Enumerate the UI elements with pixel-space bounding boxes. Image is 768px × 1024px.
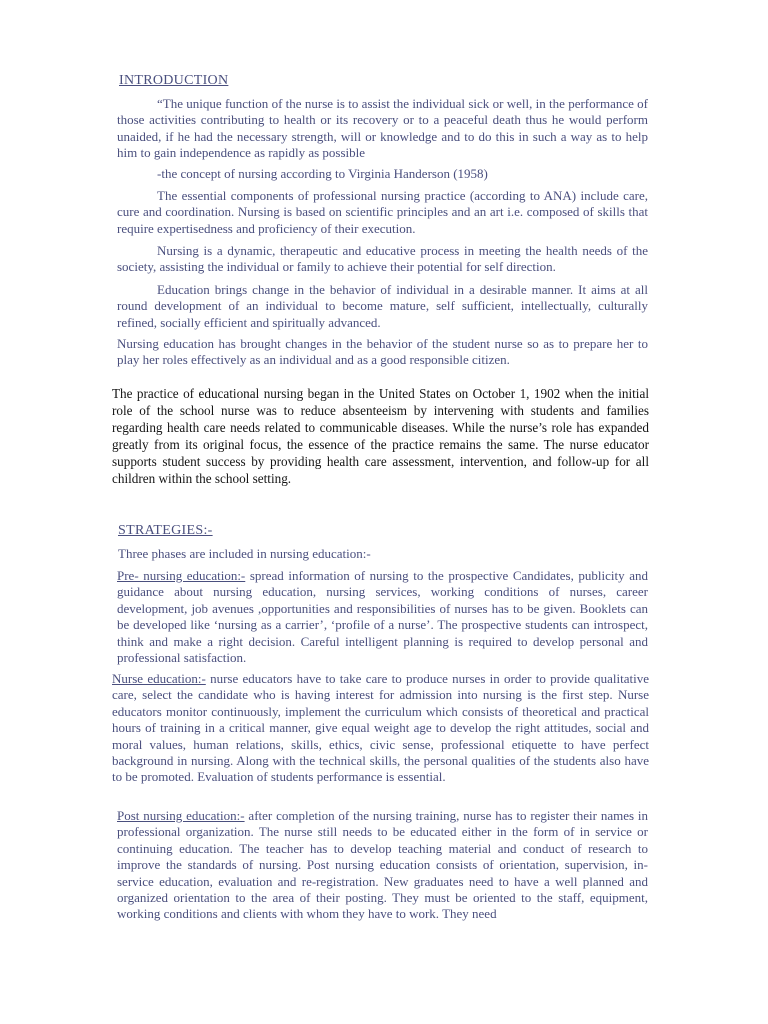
- nurse-education-paragraph: [112, 671, 649, 786]
- ana-paragraph: The essential components of professional nursing practice (according to ANA) include care, cure and coordination. Nursing is based on scientific principles and an art i.e. composed of skills that require expertisedness and proficiency of their execution.: [117, 188, 648, 236]
- post-nursing-education-paragraph: [117, 808, 648, 923]
- nurse-education-label: Nurse education:-: [112, 671, 206, 686]
- henderson-quote: “The unique function of the nurse is to assist the individual sick or well, in the performance of those activities contributing to health or its recovery or to a peaceful death thus he would perform unaided, if he had the necessary strength, will or knowledge and to do this in such a way as to help him to gain independence as rapidly as possible: [117, 96, 648, 161]
- quote-attribution: -the concept of nursing according to Virginia Handerson (1958): [157, 166, 488, 181]
- education-change-paragraph: Education brings change in the behavior of individual in a desirable manner. It aims at all round development of an individual to become mature, self sufficient, intellectually, culturally refined, socially efficient and spiritually advanced.: [117, 282, 648, 330]
- pre-nursing-education-label: Pre- nursing education:-: [117, 568, 246, 583]
- introduction-heading: INTRODUCTION: [119, 73, 229, 88]
- strategies-intro: Three phases are included in nursing education:-: [118, 546, 371, 561]
- nursing-education-paragraph: Nursing education has brought changes in the behavior of the student nurse so as to prepare her to play her roles effectively as an individual and as a good responsible citizen.: [117, 336, 648, 368]
- post-nursing-education-label: Post nursing education:-: [117, 808, 245, 823]
- nurse-education-text: nurse educators have to take care to produce nurses in order to provide qualitative care, select the candidate who is having interest for admission into nursing is the first step. Nurse educators monitor continuously, implement the curriculum which consists of theoretical and practical hours of training in a critical manner, give equal weight age to develop the right attitudes, social and moral values, human relations, skills, ethics, civic sense, professional etiquette to have perfect background in nursing. Along with the technical skills, the personal qualities of the students also have to be promoted. Evaluation of students performance is essential.: [112, 671, 649, 785]
- school-nursing-history-paragraph: The practice of educational nursing began in the United States on October 1, 1902 when the initial role of the school nurse was to reduce absenteeism by intervening with students and families regarding health care needs related to communicable diseases. While the nurse’s role has expanded greatly from its original focus, the essence of the practice remains the same. The nurse educator supports student success by providing health care assessment, intervention, and follow-up for all children within the school setting.: [112, 386, 649, 486]
- pre-nursing-education-paragraph: [117, 568, 648, 666]
- pre-nursing-education-text: spread information of nursing to the prospective Candidates, publicity and guidance about nursing education, nursing services, working conditions of nurses, career development, job avenues ,opportunities and responsibilities of nurses has to be given. Booklets can be developed like ‘nursing as a carrier’, ‘profile of a nurse’. The prospective students can introspect, think and make a right decision. Careful intelligent planning is required to develop personal and professional satisfaction.: [117, 568, 648, 666]
- dynamic-process-paragraph: Nursing is a dynamic, therapeutic and educative process in meeting the health needs of the society, assisting the individual or family to achieve their potential for self direction.: [117, 243, 648, 275]
- post-nursing-education-text: after completion of the nursing training, nurse has to register their names in professional organization. The nurse still needs to be educated either in the form of in service or continuing education. The teacher has to develop teaching material and conduct of research to improve the standards of nursing. Post nursing education consists of orientation, supervision, in-service education, evaluation and re-registration. New graduates need to have a well planned and organized orientation to the area of their posting. They must be oriented to the staff, equipment, working conditions and clients with whom they have to work. They need: [117, 808, 648, 922]
- strategies-heading: STRATEGIES:-: [118, 523, 213, 538]
